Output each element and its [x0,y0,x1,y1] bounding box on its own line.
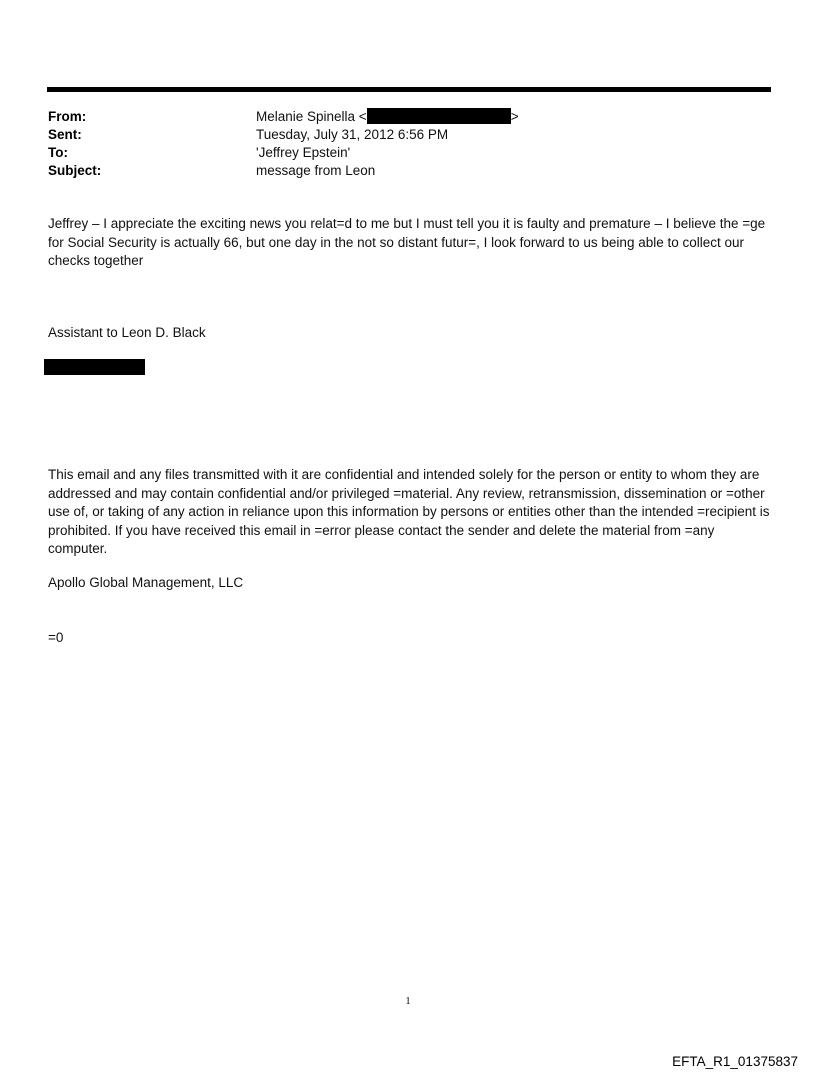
email-header [48,108,768,180]
redacted-email [367,108,511,124]
sender-name: Melanie Spinella < [256,109,367,124]
closing-text: =0 [48,630,64,645]
from-row [48,108,768,126]
page-number: 1 [405,995,411,1007]
from-label: From: [48,109,87,124]
subject-label: Subject: [48,163,102,178]
redacted-block [44,359,145,375]
to-label: To: [48,145,68,160]
to-value: 'Jeffrey Epstein' [256,145,351,160]
header-divider [47,87,771,92]
company-name: Apollo Global Management, LLC [48,575,244,590]
to-row [48,144,768,162]
subject-value: message from Leon [256,163,376,178]
sender-email-close: > [510,109,519,124]
from-value [256,108,768,126]
confidentiality-disclaimer: This email and any files transmitted with it are confidential and intended solely for the person or entity to whom they are addressed and may contain confidential and/or privileged =material. Any review, retransmission, dissemination or =other use of, or taking of any action in reliance upon this information by persons or entities other than the intended =recipient is prohibited. If you have received this email in =error please contact the sender and delete the material from =any computer. [48,467,770,556]
sent-label: Sent: [48,127,82,142]
sent-row [48,126,768,144]
message-body: Jeffrey – I appreciate the exciting news you relat=d to me but I must tell you it is faulty and premature – I believe the =ge for Social Security is actually 66, but one day in the not so distant futur=, I look forward to us being able to collect our checks together [48,216,766,268]
document-id: EFTA_R1_01375837 [672,1054,798,1069]
signature-line: Assistant to Leon D. Black [48,325,206,340]
subject-row [48,162,768,180]
sent-value: Tuesday, July 31, 2012 6:56 PM [256,127,449,142]
